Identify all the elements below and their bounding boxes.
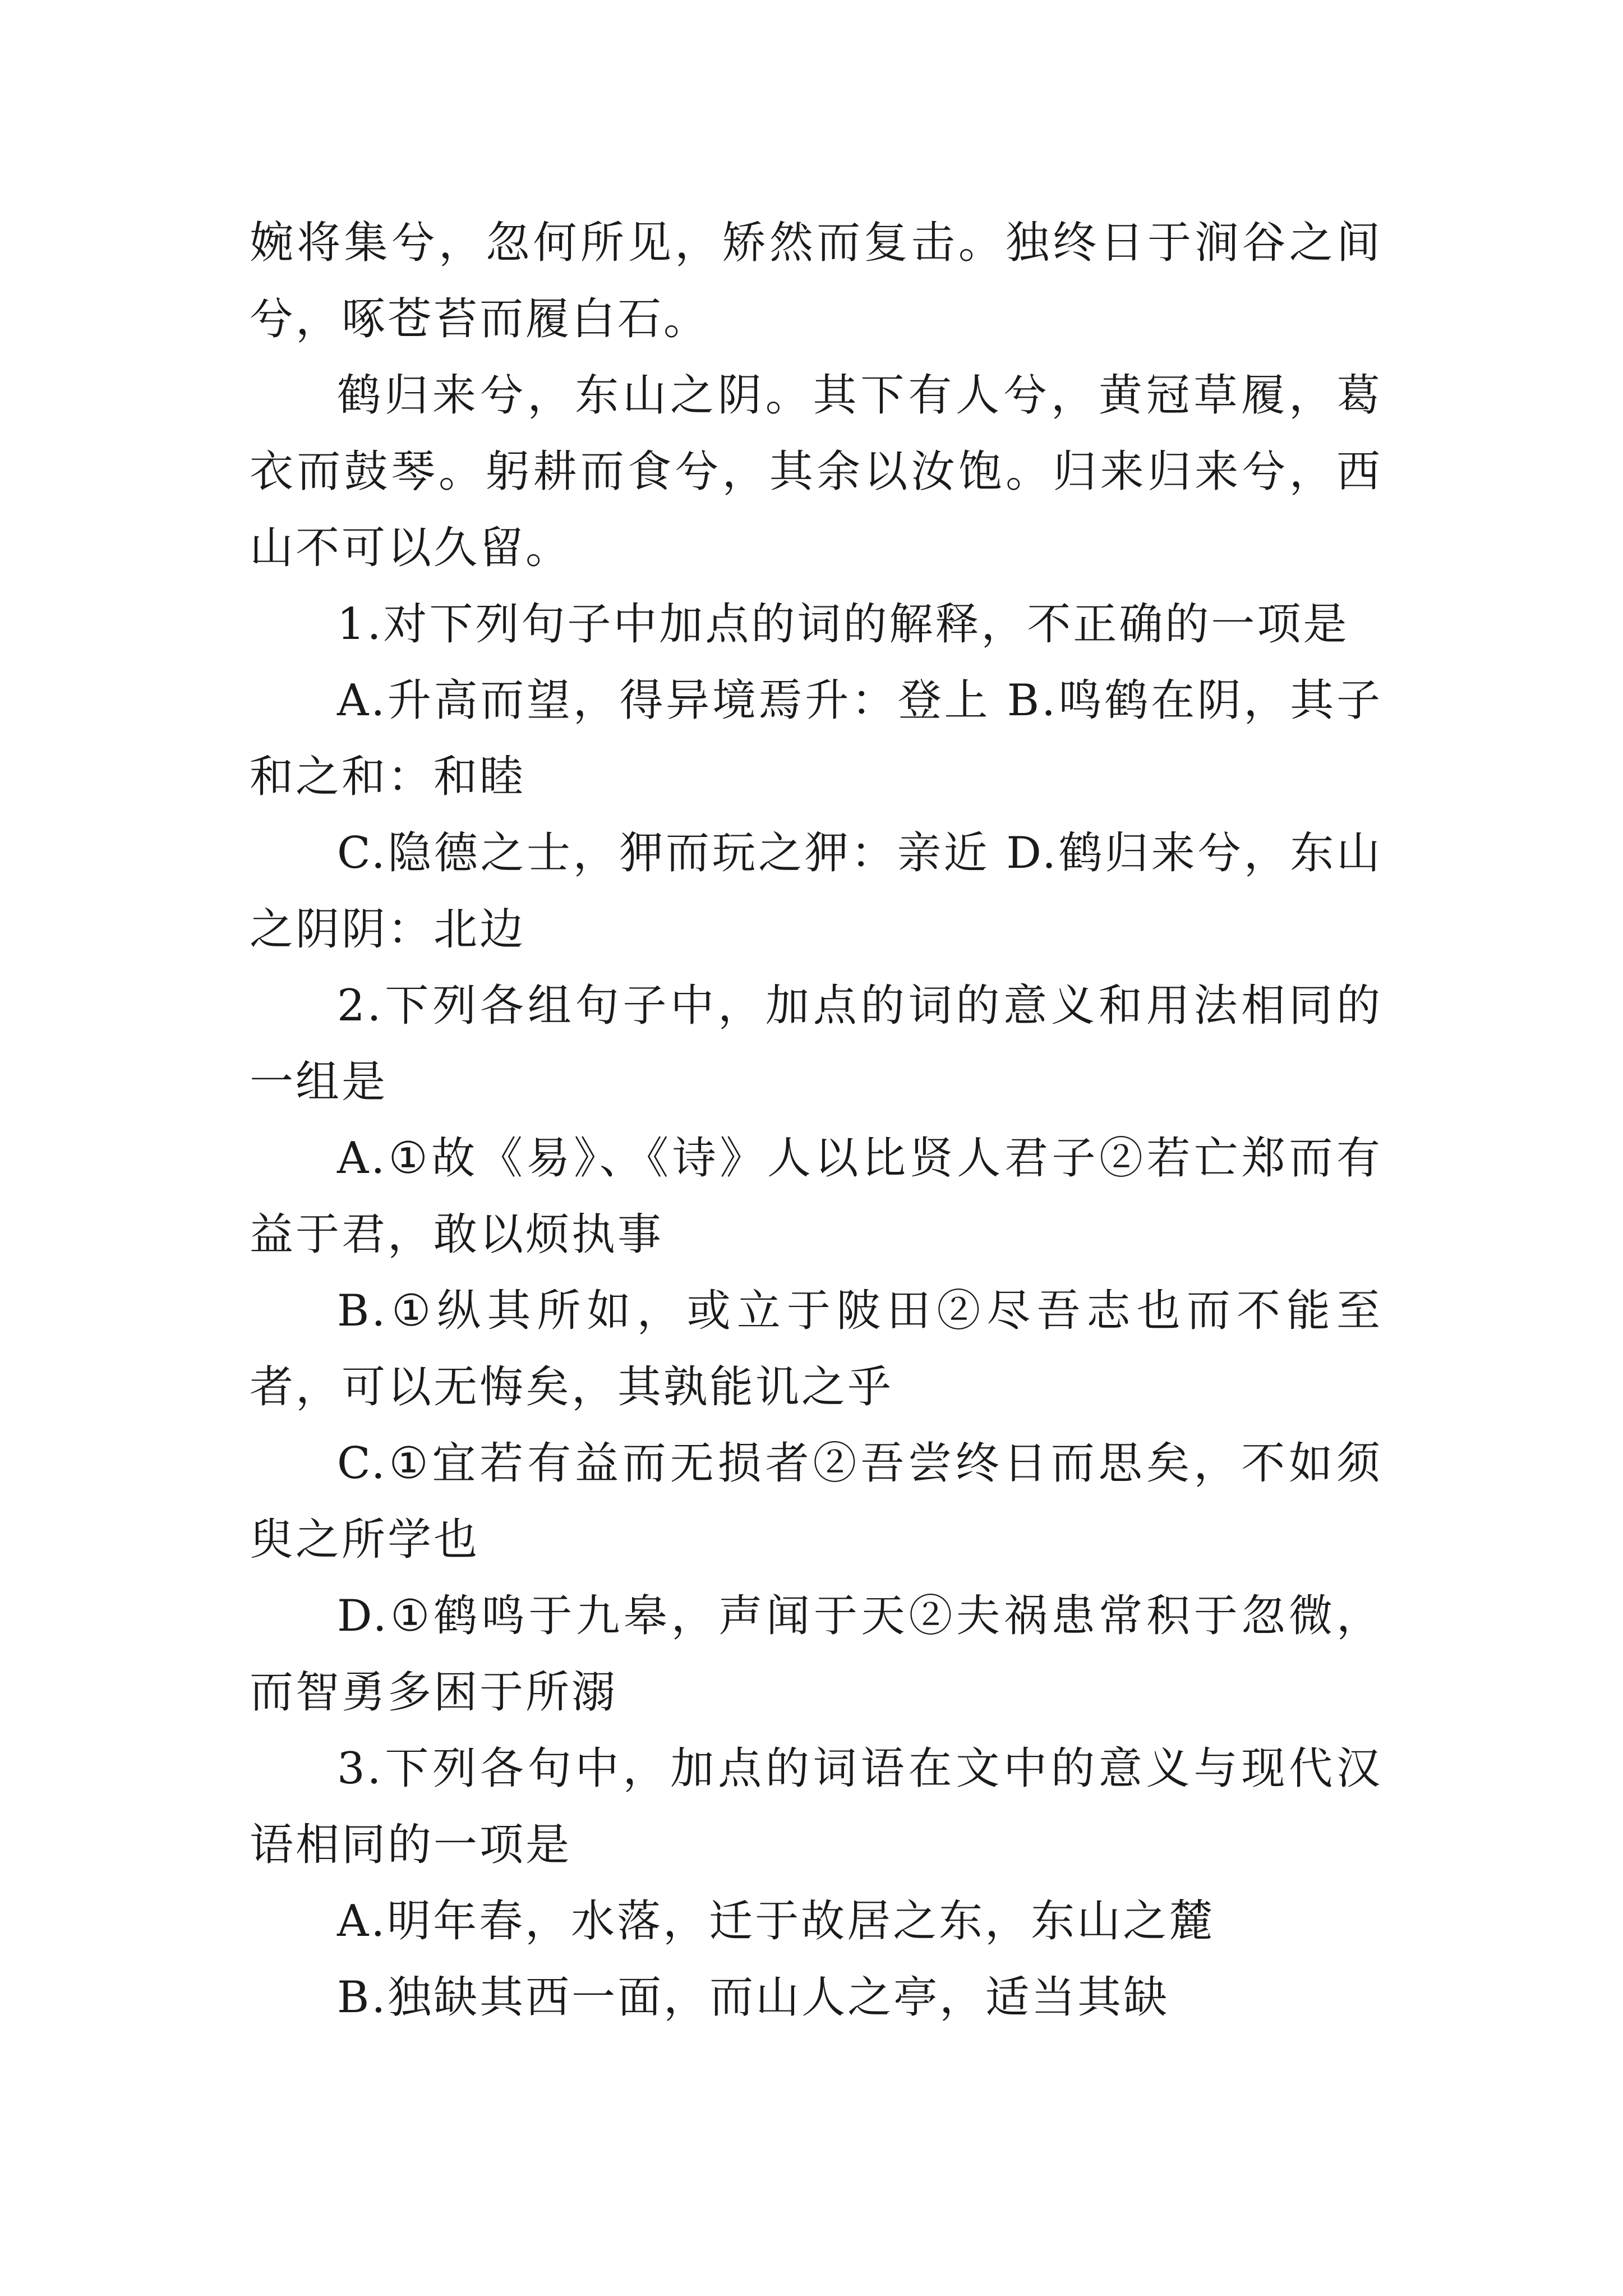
question-2-option-b: B.①纵其所如，或立于陂田②尽吾志也而不能至者，可以无悔矣，其孰能讥之乎 xyxy=(250,1286,1382,1412)
question-3-option-a: A.明年春，水落，迁于故居之东，东山之麓 xyxy=(337,1896,1215,1947)
question-1-stem: 1.对下列句子中加点的词的解释，不正确的一项是 xyxy=(337,599,1349,650)
paragraph-continuation: 婉将集兮，忽何所见，矫然而复击。独终日于涧谷之间兮，啄苍苔而履白石。 xyxy=(250,218,1382,344)
paragraph-crane-return: 鹤归来兮，东山之阴。其下有人兮，黄冠草履，葛衣而鼓琴。躬耕而食兮，其余以汝饱。归来归来兮，西山不可以久留。 xyxy=(250,370,1382,573)
document-body xyxy=(250,205,1382,2036)
question-3-option-b: B.独缺其西一面，而山人之亭，适当其缺 xyxy=(337,1972,1170,2023)
question-3-stem: 3.下列各句中，加点的词语在文中的意义与现代汉语相同的一项是 xyxy=(250,1743,1382,1870)
question-2-option-a: A.①故《易》、《诗》人以比贤人君子②若亡郑而有益于君，敢以烦执事 xyxy=(250,1133,1382,1260)
question-1-options-cd: C.隐德之士，狎而玩之狎：亲近 D.鹤归来兮，东山之阴阴：北边 xyxy=(250,828,1382,955)
question-1-options-ab: A.升高而望，得异境焉升：登上 B.鸣鹤在阴，其子和之和：和睦 xyxy=(250,675,1382,802)
question-2-stem: 2.下列各组句子中，加点的词的意义和用法相同的一组是 xyxy=(250,981,1382,1107)
question-2-option-d: D.①鹤鸣于九皋，声闻于天②夫祸患常积于忽微，而智勇多困于所溺 xyxy=(250,1591,1382,1718)
question-2-option-c: C.①宜若有益而无损者②吾尝终日而思矣，不如须臾之所学也 xyxy=(250,1438,1382,1565)
